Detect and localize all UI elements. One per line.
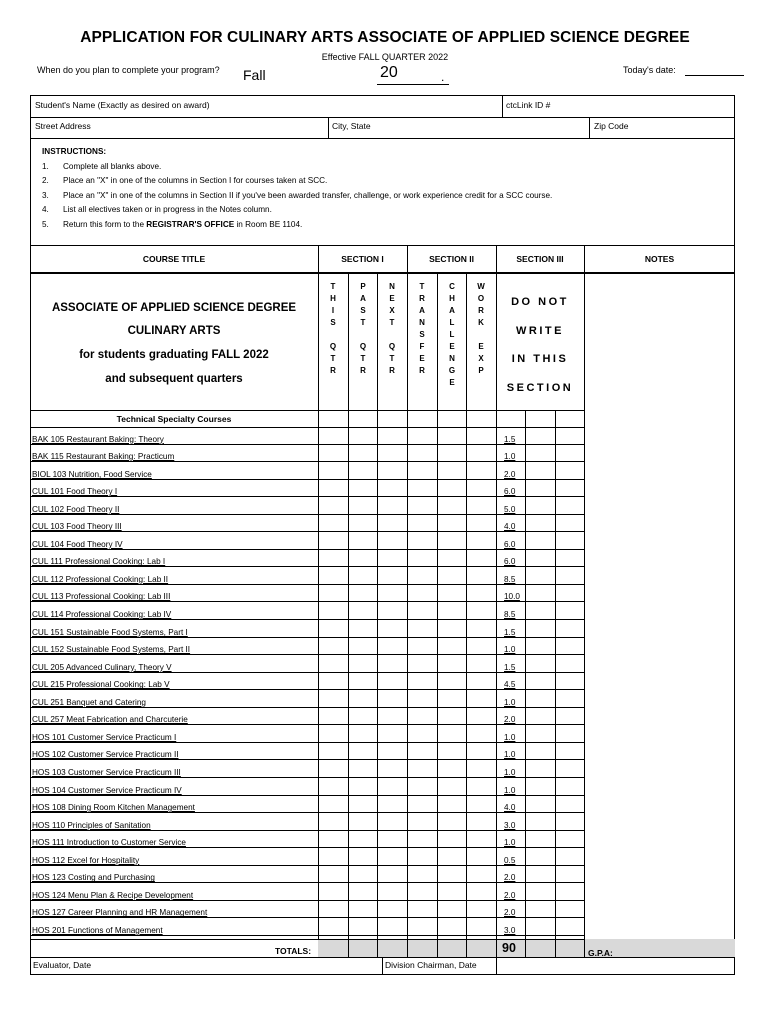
totals-label: TOTALS:	[275, 946, 312, 956]
course-row[interactable]	[30, 655, 585, 673]
course-title: CUL 101 Food Theory I	[32, 487, 118, 497]
challenge-column-header	[437, 281, 467, 389]
course-title: CUL 102 Food Theory II	[32, 504, 120, 514]
column-header-letter: T	[360, 354, 366, 363]
column-header-letter: X	[389, 306, 395, 315]
course-title: HOS 108 Dining Room Kitchen Management	[32, 803, 195, 813]
course-credits: 2.0	[504, 715, 516, 725]
column-header-letter: R	[419, 294, 425, 303]
total-credits: 90	[502, 941, 516, 955]
zip-code-field[interactable]: Zip Code	[594, 121, 629, 131]
column-header-letter: N	[419, 318, 425, 327]
course-credits: 1.0	[504, 785, 516, 795]
column-header-section1: SECTION I	[341, 254, 384, 264]
course-credits: 2.0	[504, 908, 516, 918]
course-row[interactable]	[30, 480, 585, 498]
course-title: HOS 110 Principles of Sanitation	[32, 820, 151, 830]
column-header-letter: F	[419, 342, 425, 351]
degree-title: ASSOCIATE OF APPLIED SCIENCE DEGREE	[51, 302, 297, 314]
technical-specialty-heading: Technical Specialty Courses	[116, 414, 232, 424]
course-title: CUL 103 Food Theory III	[32, 522, 122, 532]
column-header-letter: E	[449, 342, 455, 351]
course-title: HOS 103 Customer Service Practicum III	[32, 767, 181, 777]
ctclink-id-field[interactable]: ctcLink ID #	[506, 100, 551, 110]
degree-program: CULINARY ARTS	[127, 325, 221, 337]
course-title: HOS 112 Excel for Hospitality	[32, 855, 140, 865]
course-row[interactable]	[30, 620, 585, 638]
column-header-letter: R	[330, 366, 336, 375]
effective-date: Effective FALL QUARTER 2022	[321, 52, 449, 62]
course-row[interactable]	[30, 901, 585, 919]
course-credits: 4.0	[504, 803, 516, 813]
course-credits: 1.0	[504, 750, 516, 760]
course-row[interactable]	[30, 708, 585, 726]
column-header-letter: A	[449, 306, 455, 315]
column-header-letter: P	[360, 282, 366, 291]
student-name-field[interactable]: Student's Name (Exactly as desired on award)	[35, 100, 210, 110]
column-header-letter: A	[419, 306, 425, 315]
degree-quarters: and subsequent quarters	[105, 373, 243, 385]
column-header-letter: A	[360, 294, 366, 303]
course-credits: 1.0	[504, 697, 516, 707]
column-header-letter: W	[477, 282, 485, 291]
column-header-letter: I	[331, 306, 335, 315]
course-row[interactable]	[30, 883, 585, 901]
course-title: HOS 104 Customer Service Practicum IV	[32, 785, 182, 795]
transfer-column-header	[407, 281, 437, 377]
course-row[interactable]	[30, 567, 585, 585]
past-quarter-column-header	[348, 281, 378, 377]
instruction-item: 1. Complete all blanks above.	[42, 161, 162, 171]
course-credits: 6.0	[504, 539, 516, 549]
course-row[interactable]	[30, 532, 585, 550]
course-row[interactable]	[30, 796, 585, 814]
column-header-letter: K	[478, 318, 484, 327]
column-header-letter: C	[449, 282, 455, 291]
course-title: HOS 123 Costing and Purchasing	[32, 873, 155, 883]
course-row[interactable]	[30, 585, 585, 603]
course-credits: 1.0	[504, 452, 516, 462]
column-header-letter: H	[449, 294, 455, 303]
course-credits: 2.0	[504, 873, 516, 883]
course-title: CUL 215 Professional Cooking: Lab V	[32, 680, 170, 690]
course-row[interactable]	[30, 690, 585, 708]
course-row[interactable]	[30, 497, 585, 515]
next-quarter-column-header	[377, 281, 407, 377]
instructions	[42, 145, 552, 233]
column-header-section2: SECTION II	[429, 254, 474, 264]
course-row[interactable]	[30, 813, 585, 831]
column-header-letter: E	[449, 378, 455, 387]
column-header-letter: N	[389, 282, 395, 291]
course-title: CUL 111 Professional Cooking: Lab I	[32, 557, 166, 567]
course-credits: 3.0	[504, 820, 516, 830]
column-header-letter: T	[389, 318, 395, 327]
do-not-write-line: DO NOT	[511, 296, 569, 308]
course-title: CUL 112 Professional Cooking: Lab II	[32, 574, 169, 584]
column-header-letter: Q	[388, 342, 396, 351]
plan-question-label: When do you plan to complete your program?	[37, 65, 220, 75]
course-credits: 1.5	[504, 434, 516, 444]
course-title: CUL 113 Professional Cooking: Lab III	[32, 592, 171, 602]
course-title: HOS 101 Customer Service Practicum I	[32, 732, 177, 742]
column-header-letter: T	[330, 354, 336, 363]
city-state-field[interactable]: City, State	[332, 121, 371, 131]
todays-date-field[interactable]	[685, 75, 744, 76]
do-not-write-line: IN THIS	[511, 353, 569, 365]
course-row[interactable]	[30, 550, 585, 568]
course-title: HOS 127 Career Planning and HR Management	[32, 908, 208, 918]
course-credits: 4.0	[504, 522, 516, 532]
course-row[interactable]	[30, 760, 585, 778]
course-row[interactable]	[30, 918, 585, 936]
column-header-letter: Q	[329, 342, 337, 351]
division-chairman-date-field[interactable]: Division Chairman, Date	[385, 960, 477, 970]
column-header-letter	[318, 329, 348, 341]
column-header-notes: NOTES	[644, 254, 675, 264]
instruction-item: 2. Place an "X" in one of the columns in Section I for courses taken at SCC.	[42, 176, 328, 186]
course-row[interactable]	[30, 848, 585, 866]
this-quarter-column-header	[318, 281, 348, 377]
course-title: HOS 124 Menu Plan & Recipe Development	[32, 890, 194, 900]
column-header-section3: SECTION III	[516, 254, 564, 264]
course-title: BIOL 103 Nutrition, Food Service	[32, 469, 152, 479]
column-header-letter: X	[478, 354, 484, 363]
column-header-letter: E	[389, 294, 395, 303]
course-title: CUL 152 Sustainable Food Systems, Part II	[32, 645, 191, 655]
column-header-letter: R	[478, 306, 484, 315]
column-header-letter: T	[419, 282, 425, 291]
todays-date-label: Today's date:	[623, 65, 676, 75]
course-credits: 8.5	[504, 574, 516, 584]
gpa-label[interactable]: G.P.A:	[588, 948, 613, 958]
course-credits: 1.0	[504, 732, 516, 742]
column-header-letter: S	[330, 318, 336, 327]
evaluator-date-field[interactable]: Evaluator, Date	[33, 960, 92, 970]
course-credits: 1.5	[504, 627, 516, 637]
column-header-letter	[348, 329, 378, 341]
course-row[interactable]	[30, 778, 585, 796]
degree-graduation: for students graduating FALL 2022	[79, 349, 269, 361]
course-row[interactable]	[30, 673, 585, 691]
course-row[interactable]	[30, 743, 585, 761]
course-title: HOS 111 Introduction to Customer Service	[32, 838, 186, 848]
course-title: CUL 104 Food Theory IV	[32, 539, 123, 549]
course-credits: 1.0	[504, 838, 516, 848]
instructions-heading: INSTRUCTIONS:	[42, 147, 107, 156]
course-row[interactable]	[30, 638, 585, 656]
course-title: CUL 114 Professional Cooking: Lab IV	[32, 610, 172, 620]
course-credits: 5.0	[504, 504, 516, 514]
column-header-letter: G	[448, 366, 456, 375]
course-credits: 10.0	[504, 592, 520, 602]
course-title: CUL 205 Advanced Culinary, Theory V	[32, 662, 172, 672]
course-credits: 8.5	[504, 610, 516, 620]
column-header-letter: S	[360, 306, 366, 315]
column-header-letter: T	[360, 318, 366, 327]
do-not-write-line: SECTION	[506, 382, 574, 394]
course-row[interactable]	[30, 866, 585, 884]
column-header-course-title: COURSE TITLE	[142, 254, 206, 264]
form-title: APPLICATION FOR CULINARY ARTS ASSOCIATE OF APPLIED SCIENCE DEGREE	[80, 29, 690, 46]
course-row[interactable]	[30, 515, 585, 533]
course-credits: 2.0	[504, 890, 516, 900]
course-title: CUL 251 Banquet and Catering	[32, 697, 146, 707]
column-header-letter: N	[449, 354, 455, 363]
column-header-letter: H	[330, 294, 336, 303]
column-header-letter	[466, 329, 496, 341]
column-header-letter: T	[389, 354, 395, 363]
course-row[interactable]	[30, 725, 585, 743]
course-row[interactable]	[30, 445, 585, 463]
column-header-letter: E	[419, 354, 425, 363]
course-row[interactable]	[30, 462, 585, 480]
course-title: CUL 151 Sustainable Food Systems, Part I	[32, 627, 188, 637]
course-row[interactable]	[30, 831, 585, 849]
course-title: HOS 102 Customer Service Practicum II	[32, 750, 179, 760]
course-credits: 0.5	[504, 855, 516, 865]
instruction-item: 5. Return this form to the REGISTRAR'S OFFICE in Room BE 1104.	[42, 219, 303, 229]
course-credits: 1.0	[504, 645, 516, 655]
plan-quarter-value[interactable]: Fall	[243, 67, 266, 83]
course-credits: 1.5	[504, 662, 516, 672]
course-row[interactable]	[30, 603, 585, 621]
column-header-letter: O	[477, 294, 485, 303]
column-header-letter: Q	[359, 342, 367, 351]
column-header-letter: P	[478, 366, 484, 375]
plan-year-prefix: 20	[380, 64, 398, 81]
course-credits: 6.0	[504, 557, 516, 567]
work-experience-column-header	[466, 281, 496, 377]
course-credits: 4.5	[504, 680, 516, 690]
column-header-letter: R	[389, 366, 395, 375]
totals-shading	[318, 939, 735, 957]
column-header-letter: S	[419, 330, 425, 339]
course-title: BAK 115 Restaurant Baking: Practicum	[32, 452, 175, 462]
course-title: CUL 257 Meat Fabrication and Charcuterie	[32, 715, 188, 725]
course-credits: 2.0	[504, 469, 516, 479]
instruction-item: 4. List all electives taken or in progress in the Notes column.	[42, 205, 272, 215]
column-header-letter: R	[360, 366, 366, 375]
plan-year-period: .	[441, 70, 445, 84]
do-not-write-line: WRITE	[516, 325, 564, 337]
instruction-item: 3. Place an "X" in one of the columns in Section II if you've been awarded transfer, challenge, or work experience credit for a SCC course.	[42, 190, 553, 200]
course-title: HOS 201 Functions of Management	[32, 925, 163, 935]
column-header-letter: L	[449, 330, 455, 339]
course-credits: 6.0	[504, 487, 516, 497]
course-credits: 1.0	[504, 767, 516, 777]
course-credits: 3.0	[504, 925, 516, 935]
course-row[interactable]	[30, 427, 585, 445]
course-title: BAK 105 Restaurant Baking: Theory	[32, 434, 164, 444]
column-header-letter	[377, 329, 407, 341]
column-header-letter: L	[449, 318, 455, 327]
street-address-field[interactable]: Street Address	[35, 121, 91, 131]
column-header-letter: T	[330, 282, 336, 291]
plan-year-field[interactable]	[377, 84, 449, 85]
column-header-letter: E	[478, 342, 484, 351]
column-header-letter: R	[419, 366, 425, 375]
